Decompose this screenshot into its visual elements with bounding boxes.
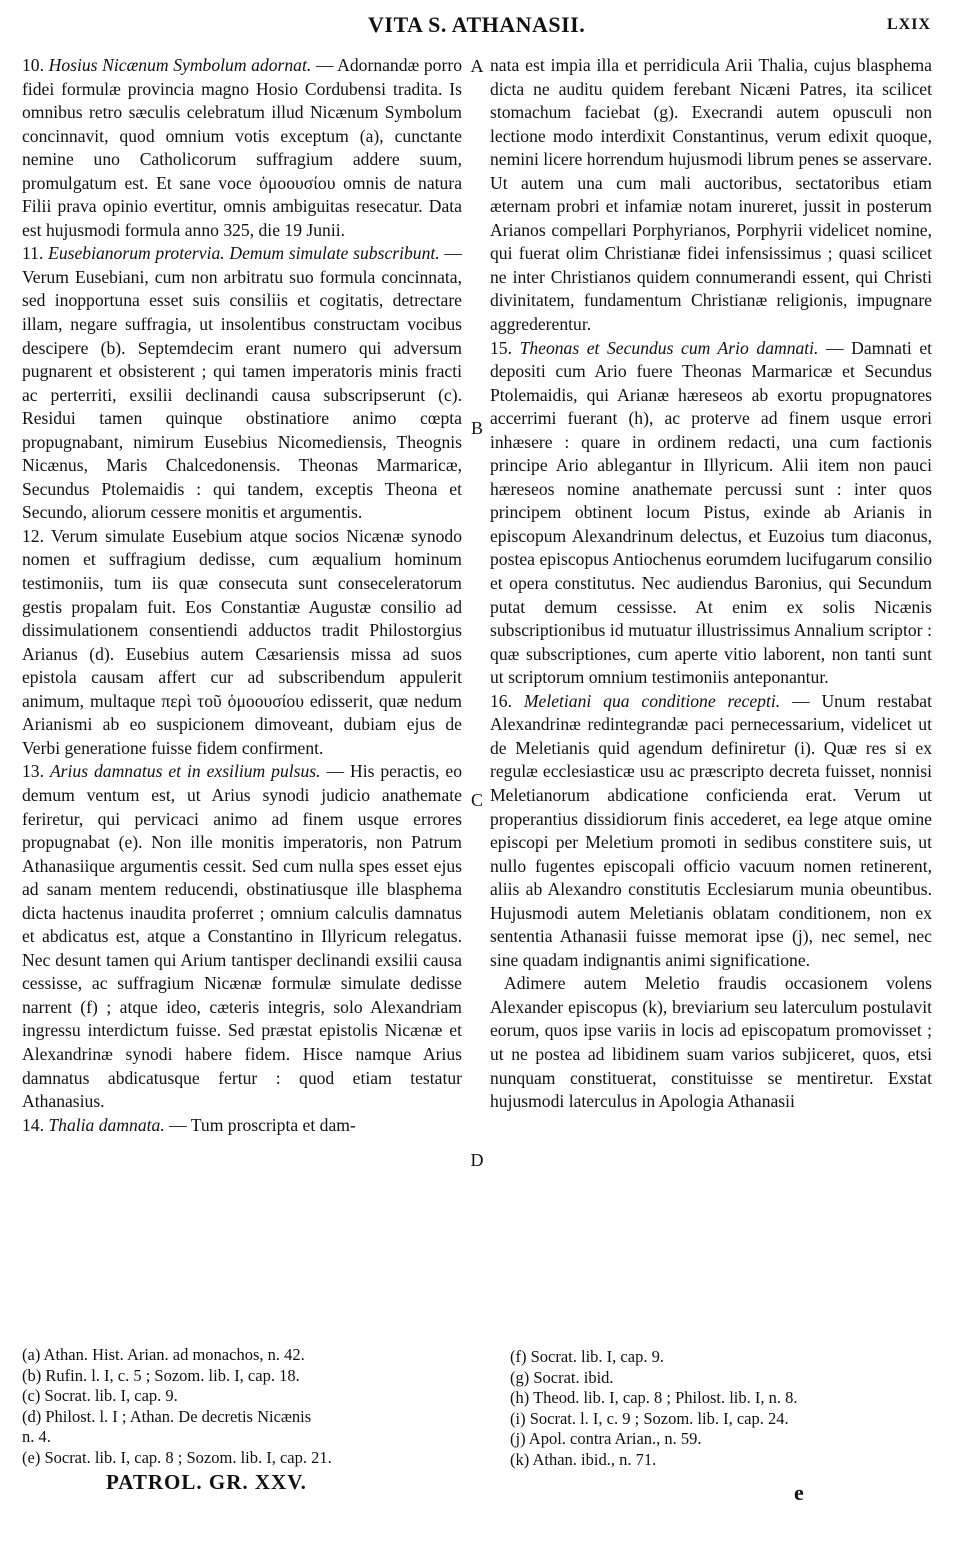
- footnote-h: (h) Theod. lib. I, cap. 8 ; Philost. lib. I, n. 8.: [510, 1388, 798, 1407]
- volume-signature: PATROL. GR. XXV.: [106, 1470, 307, 1494]
- margin-marker-b: B: [470, 418, 483, 438]
- page-header: [0, 8, 953, 42]
- paragraph-15: 15. Theonas et Secundus cum Ario damnati. — Damnati et depositi cum Ario fuere Theonas Marmaricæ et Secundus Ptolemaidis, qui Arianæ hæreseos ab exortu propugnatores accerrimi fuerant (h), ac proterve ad finem usque errori inhæsere : quare in ordinem redacti, una cum factionis principe Ario ablegantur in Illyricum. Alii item non pauci hæreseos nomine anathemate percussi sunt : inter quos principem obtinent locum Pistus, exinde ab Arianis in episcopum Alexandrinum delectus, et Euzoius tum diaconus, postea episcopus Antiochenus eorumdem lucifugarum consilio et opera constitutus. Nec audiendus Baronius, qui Secundum putat demum cessisse. At enim ex solis Nicænis subscriptionibus id mutuatur illustrissimus Annalium scriptor : quæ subscriptiones, cum aperte vitio laborent, non tanti sunt ut scriptorum omnium testimoniis anteponantur.: [490, 337, 933, 688]
- page-number: LXIX: [886, 16, 931, 33]
- footnote-k: (k) Athan. ibid., n. 71.: [510, 1449, 657, 1469]
- footnote-f: (f) Socrat. lib. I, cap. 9.: [510, 1347, 664, 1366]
- paragraph-16-continued: Adimere autem Meletio fraudis occasionem volens Alexander episcopus (k), breviarium seu laterculum postulavit eorum, quos ipse variis in locis ad episcopatum promovisset ; ut ne postea ad libidinem suam varios subjiceret, quos, etsi nunquam constituerat, constituisse se mentiretur. Exstat hujusmodi laterculus in Apologia Athanasii: [490, 973, 932, 1112]
- left-column: [22, 54, 462, 1137]
- paragraph-14: 14. Thalia damnata. — Tum proscripta et dam-: [22, 1114, 356, 1135]
- margin-marker-d: D: [470, 1150, 484, 1170]
- footnote-j: (j) Apol. contra Arian., n. 59.: [510, 1429, 702, 1448]
- right-column: [490, 54, 932, 1114]
- footnotes-left: [22, 1345, 462, 1468]
- margin-marker-c: C: [470, 790, 483, 810]
- footnote-d: (d) Philost. l. I ; Athan. De decretis Nicænis: [22, 1406, 312, 1426]
- running-title: VITA S. ATHANASII.: [368, 12, 586, 37]
- paragraph-10: 10. Hosius Nicænum Symbolum adornat. — Adornandæ porro fidei formulæ provincia magno Hosio Cordubensi tradita. Is omnibus retro sæculis celebratum illud Nicænum Symbolum concinnavit, quod omnium votis exceptum (a), cunctante nemine uno Catholicorum suffragium addere suum, promulgatum est. Et sane voce ὁμοουσίου omnis de natura Filii prava opinio evertitur, omnis ambiguitas resecatur. Data est hujusmodi formula anno 325, die 19 Junii.: [22, 55, 462, 240]
- footnote-b: (b) Rufin. l. I, c. 5 ; Sozom. lib. I, cap. 18.: [22, 1365, 300, 1385]
- footnote-g: (g) Socrat. ibid.: [510, 1367, 614, 1387]
- footnote-a: (a) Athan. Hist. Arian. ad monachos, n. 42.: [22, 1345, 305, 1364]
- footnote-i: (i) Socrat. l. I, c. 9 ; Sozom. lib. I, cap. 24.: [510, 1408, 789, 1428]
- margin-marker-a: A: [470, 56, 484, 76]
- paragraph-11: 11. Eusebianorum protervia. Demum simulate subscribunt. — Verum Eusebiani, cum non arbitratu suo formula concinnata, sed inopportuna esset suis consiliis et cogitatis, detrectare illam, negare suffragia, ut insolentibus constructam vocibus descipere (b). Septemdecim erant numero qui adversum pugnarent et obsisterent ; qui tamen imperatoris minis fracti ac perterriti, exsilii declinandi causa subscripserunt (c). Residui tamen quinque obstinatiore animo cœpta propugnabant, nimirum Eusebius Nicomediensis, Theognis Nicænus, Maris Chalcedonensis. Theonas Marmaricæ, Secundus Ptolemaidis : qui tandem, exceptis Theona et Secundo, aliorum cessere monitis et argumentis.: [22, 243, 463, 523]
- paragraph-13: 13. Arius damnatus et in exsilium pulsus. — His peractis, eo demum ventum est, ut Arius synodi judicio anathemate feriretur, qui pervicaci animo ad finem usque errores propugnabat (e). Non ille monitis imperatoris, non Patrum Athanasiique argumentis cessit. Sed cum nulla spes esset ejus ad sanam mentem reducendi, obstinatiusque ille blasphema dicta hactenus inaudita proferret ; omnium calculis damnatus et abdicatus est, atque a Constantino in Illyricum relegatus. Nec desunt tamen qui Arium tantisper declinandi exsilii causa cessisse, ac suffragium Nicænæ formulæ simulate dedisse narrent (f) ; atque ideo, cæteris integris, solo Alexandriam ingressu interdictum fuisse. Sed præstat epistolis Nicænæ et Alexandrinæ synodi habere fidem. Hisce namque Arius damnatus abdicatusque fertur : quod etiam testatur Athanasius.: [22, 761, 463, 1112]
- footnote-c: (c) Socrat. lib. I, cap. 9.: [22, 1386, 178, 1405]
- paragraph-14-continued: nata est impia illa et perridicula Arii Thalia, cujus blasphema dicta ne auditu quidem ferebant Nicæni Patres, ita scilicet stomachum faciebat (g). Execrandi autem opusculi non lectione modo interdixit Constantinus, verum edixit quoque, nemini licere horrendum hujusmodi librum penes se asservare. Ut autem una cum mali auctoribus, sectatoribus etiam æternam probri et infamiæ notam inureret, jussit in posterum Arianos compellari Porphyrianos, Porphyrii videlicet nomine, qui fuerat olim Christianæ fidei infensissimus ; quasi scilicet ne inter Christianos quidem connumerandi essent, qui Christi divinitatem, fundamentum Christianæ religionis, impugnare aggrederentur.: [490, 55, 932, 335]
- paragraph-16: 16. Meletiani qua conditione recepti. — Unum restabat Alexandrinæ redintegrandæ paci pernecessarium, videlicet ut de Meletianis quid agendum definiretur (i). Quæ res si ex regulæ ecclesiasticæ usu ac præscripto decreta fuisset, nonnisi Meletianorum abdicatione conficienda erat. Verum ut properantius dissidiorum finis accederet, ea lege atque omine episcopi per Meletium promoti in sedibus constitere suis, ut nullo fugentes episcopali officio vacuum nomen retinerent, aliis ab Alexandro constitutis Ecclesiarum munia obeuntibus. Hujusmodi autem Meletianis oblatam conditionem, non ex sententia Athanasii fuisse memorat ipse (j), nec semel, nec sine quadam indignantis animi significatione.: [490, 690, 932, 970]
- paragraph-12: 12. Verum simulate Eusebium atque socios Nicænæ synodo nomen et suffragium dedisse, cum æqualium hominum testimoniis, tum iis quæ consecuta sunt conseceleratorum gestis propalam fuit. Eos Constantiæ Augustæ consilio ad dissimulationem consentiendi adductos tradit Philostorgius Arianus (d). Eusebius autem Cæsariensis missa ad suos epistola causam affert cur ad subscribendum appulerit animum, multaque περὶ τοῦ ὁμοουσίου edisserit, quæ nedum Arianismi ab eo suspicionem dimoveant, dubiam ejus de Verbi generatione fuisse fidem confirment.: [22, 525, 463, 758]
- gathering-mark: e: [794, 1480, 804, 1505]
- footnotes-right: [510, 1347, 930, 1470]
- footnote-e: (e) Socrat. lib. I, cap. 8 ; Sozom. lib. I, cap. 21.: [22, 1447, 332, 1467]
- footnote-d-continued: n. 4.: [22, 1427, 51, 1446]
